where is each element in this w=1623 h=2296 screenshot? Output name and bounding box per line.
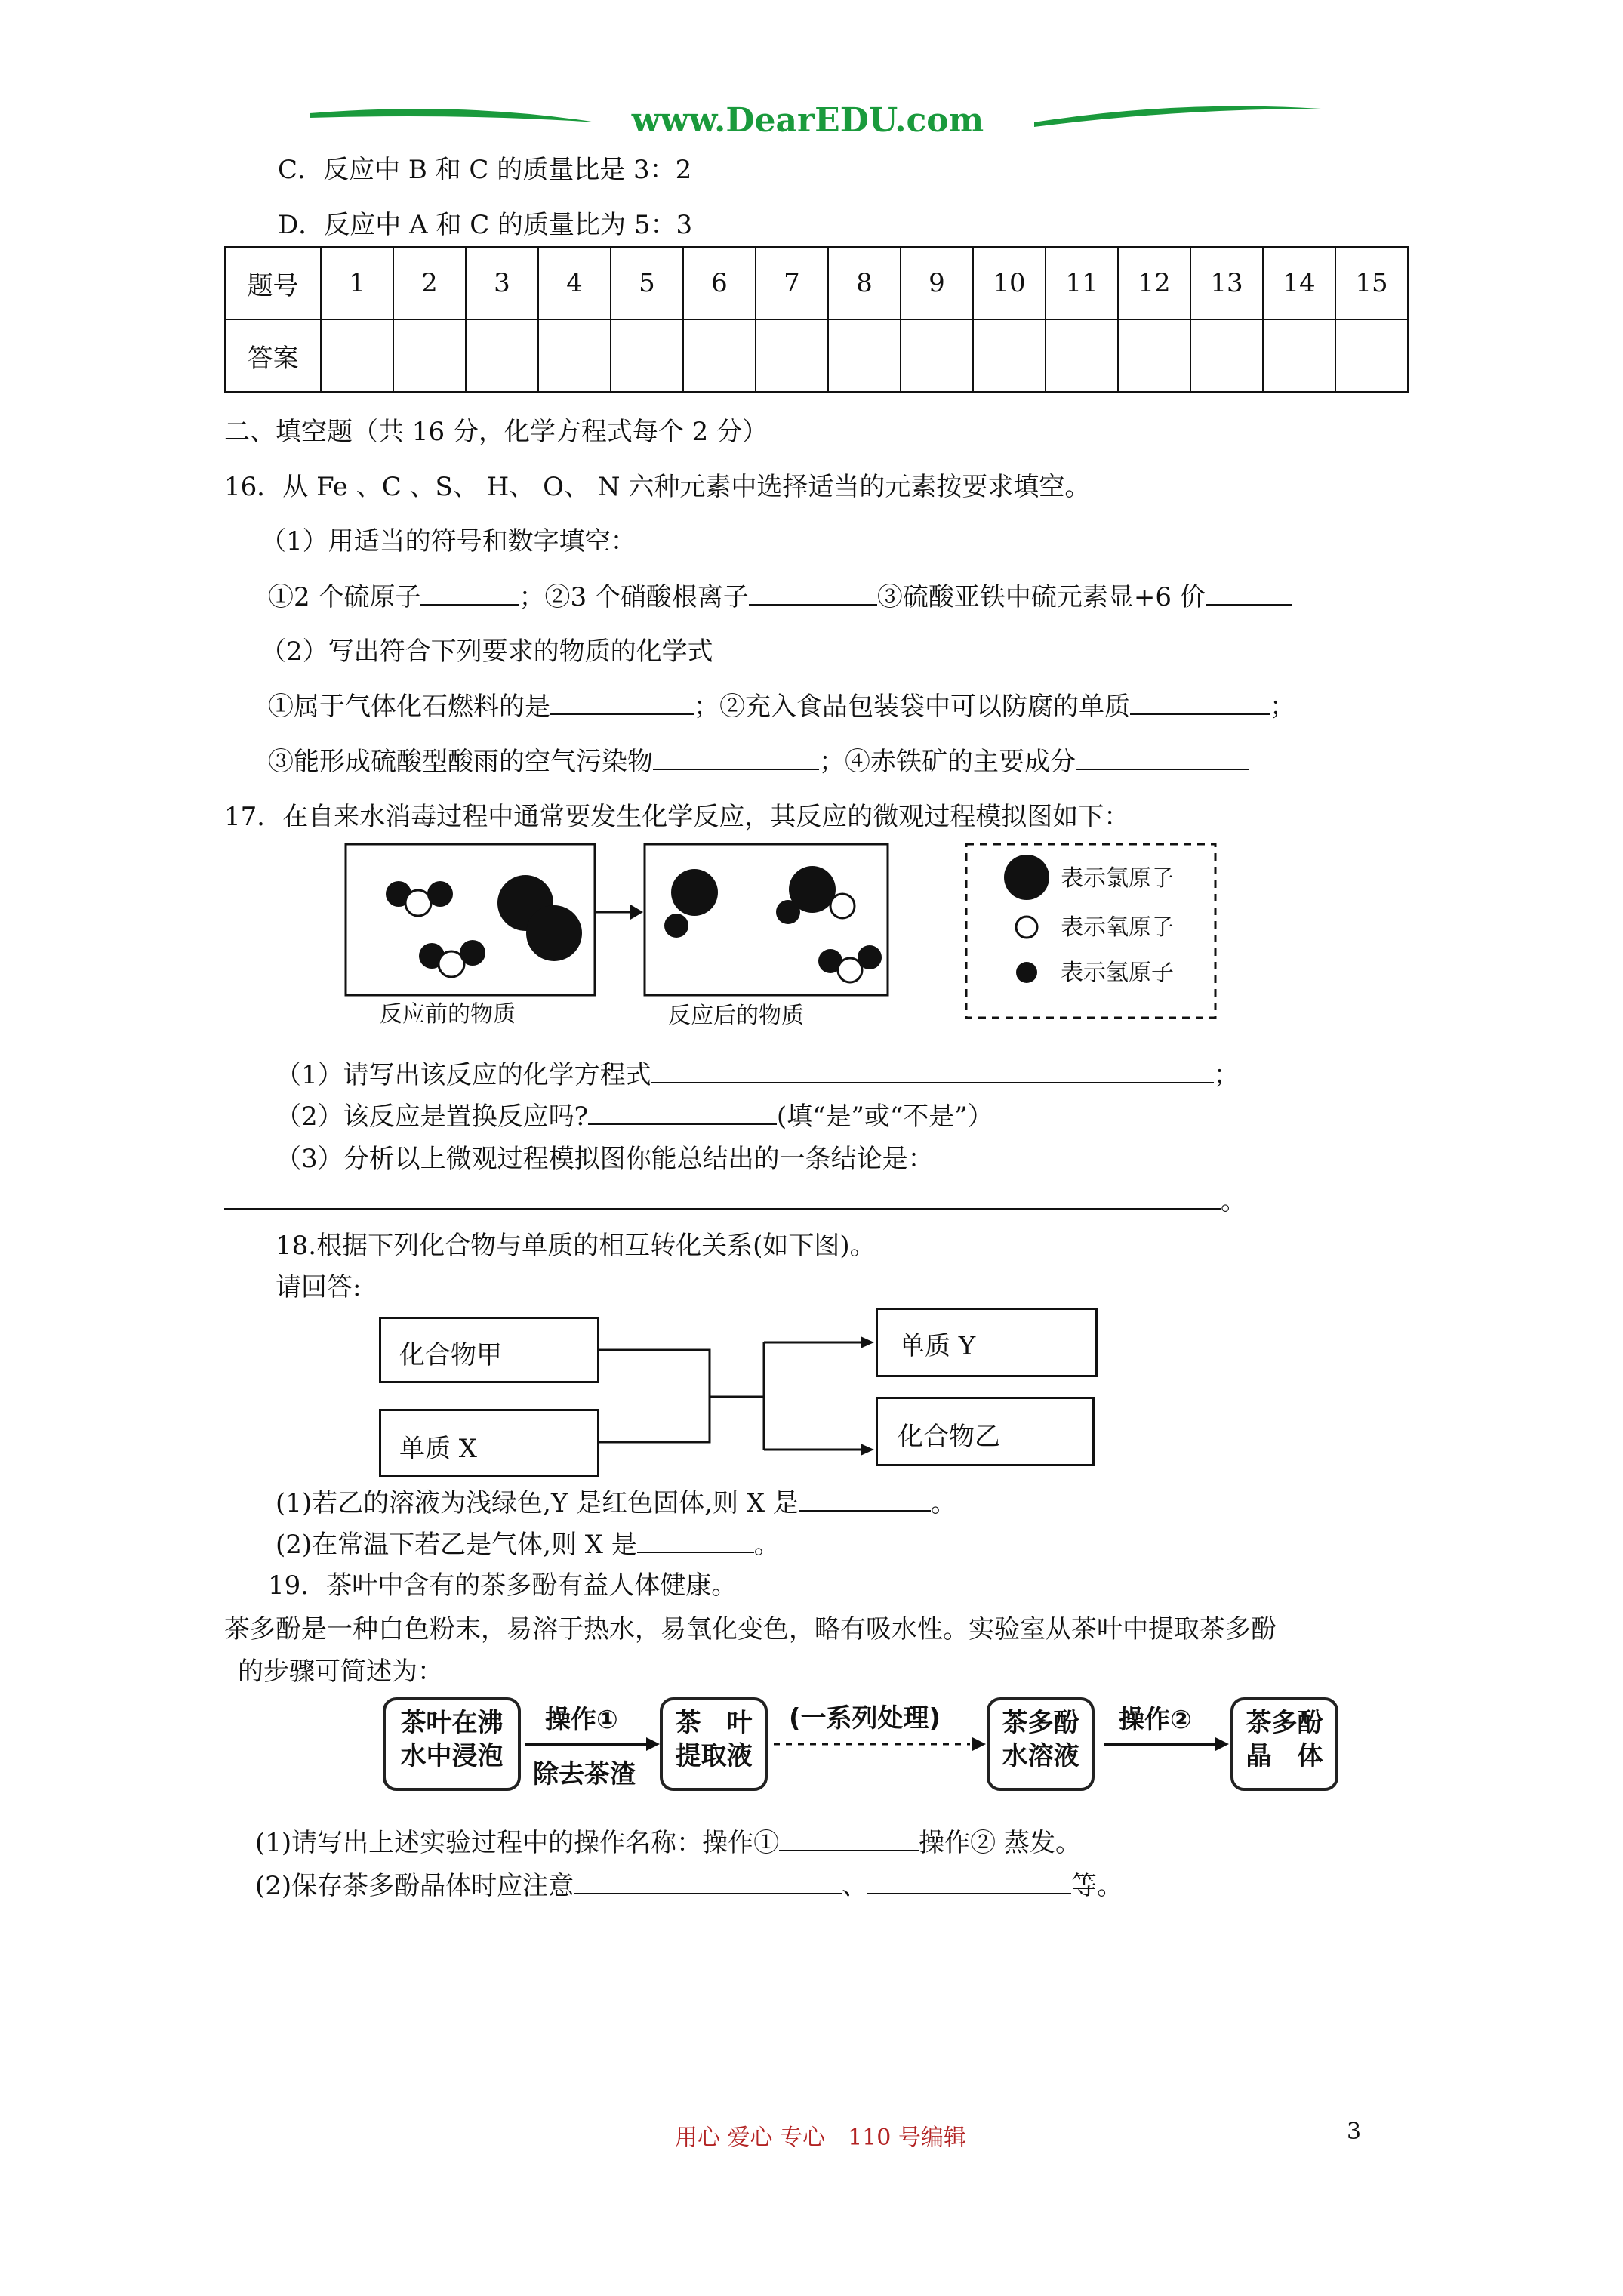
table-cell: 5 [611,247,683,319]
table-cell: 13 [1190,247,1263,319]
answer-cell[interactable] [1190,319,1263,392]
answer-blank[interactable] [550,691,694,715]
answer-cell[interactable] [1335,319,1408,392]
flow-mid: (一系列处理) [789,1703,941,1734]
oxygen-atom [405,890,431,916]
answer-blank[interactable] [224,1185,1221,1210]
table-cell: 7 [756,247,828,319]
box-compound-a: 化合物甲 [379,1317,599,1383]
table-cell: 4 [538,247,611,319]
option-c: C．反应中 B 和 C 的质量比是 3：2 [278,155,692,185]
q19-desc2: 的步骤可简述为： [238,1657,443,1687]
answer-blank[interactable] [867,1870,1071,1894]
answer-cell[interactable] [973,319,1046,392]
arrow-icon [861,1336,874,1348]
flow-step-solution: 茶多酚 水溶液 [987,1697,1095,1791]
oxygen-atom [830,894,855,918]
flow-step-soak: 茶叶在沸 水中浸泡 [383,1697,521,1791]
chlorine-atom [671,869,718,916]
answer-cell[interactable] [393,319,466,392]
answer-cell[interactable] [828,319,901,392]
flow-arrows [521,1729,1234,1759]
table-cell: 1 [321,247,393,319]
hydrogen-atom [460,940,485,966]
table-cell: 10 [973,247,1046,319]
legend-label: 表示氯原子 [1061,865,1174,892]
flow-op1-sub: 除去茶渣 [533,1759,636,1789]
after-label: 反应后的物质 [668,1003,804,1029]
answer-cell[interactable] [538,319,611,392]
table-cell: 8 [828,247,901,319]
answer-blank[interactable] [749,581,877,606]
q18-stem: 18.根据下列化合物与单质的相互转化关系(如下图)。 [276,1231,876,1261]
arrow-icon [972,1737,986,1751]
legend-oxygen-icon [1016,917,1037,938]
q18-sub2: (2)在常温下若乙是气体,则 X 是 。 [276,1530,780,1560]
hydrogen-atom [427,881,453,907]
flow-op2: 操作② [1119,1705,1192,1735]
conversion-lines [596,1329,883,1465]
table-cell: 9 [901,247,973,319]
answer-cell[interactable] [321,319,393,392]
option-d: D．反应中 A 和 C 的质量比为 5：3 [278,210,693,240]
answer-blank[interactable] [588,1101,777,1125]
q16-line3: ③能形成硫酸型酸雨的空气污染物 ；④赤铁矿的主要成分 [268,746,1249,777]
answer-cell[interactable] [611,319,683,392]
box-compound-b: 化合物乙 [876,1397,1095,1466]
q19-desc1: 茶多酚是一种白色粉末，易溶于热水，易氧化变色，略有吸水性。实验室从茶叶中提取茶多酚 [224,1614,1277,1644]
legend-chlorine-icon [1004,855,1049,900]
box-element-x: 单质 X [379,1409,599,1477]
q17-sub3-line: 。 [224,1185,1246,1216]
q17-sub2: （2）该反应是置换反应吗? (填“是”或“不是”） [276,1102,993,1132]
flow-step-extract: 茶 叶 提取液 [660,1697,768,1791]
q18-ask: 请回答: [276,1272,362,1302]
chlorine-atom [789,866,836,913]
answer-blank[interactable] [1206,581,1292,606]
legend-hydrogen-icon [1016,962,1037,983]
arrow-icon [630,905,643,920]
q16-part2: （2）写出符合下列要求的物质的化学式 [260,636,713,667]
table-cell: 12 [1118,247,1190,319]
q16-line1: ①2 个硫原子 ；②3 个硝酸根离子 ③硫酸亚铁中硫元素显+6 价 [268,581,1292,612]
table-cell: 3 [466,247,538,319]
q16-part1: （1）用适当的符号和数字填空： [260,526,636,556]
row-label: 题号 [225,247,321,319]
legend-label: 表示氢原子 [1061,960,1174,986]
answer-cell[interactable] [466,319,538,392]
arrow-icon [861,1444,874,1456]
legend-label: 表示氧原子 [1061,914,1174,941]
answer-blank[interactable] [1130,691,1270,715]
page-number: 3 [1347,2119,1362,2145]
flow-op1: 操作① [545,1705,618,1735]
answer-cell[interactable] [1118,319,1190,392]
q17-stem: 17．在自来水消毒过程中通常要发生化学反应，其反应的微观过程模拟图如下： [224,802,1130,832]
answer-cell[interactable] [683,319,756,392]
arrow-icon [646,1737,660,1751]
table-cell: 2 [393,247,466,319]
answer-blank[interactable] [799,1487,931,1512]
q17-sub3: （3）分析以上微观过程模拟图你能总结出的一条结论是： [276,1144,934,1174]
q18-sub1: (1)若乙的溶液为浅绿色,Y 是红色固体,则 X 是 。 [276,1488,956,1518]
answer-cell[interactable] [1263,319,1335,392]
answer-cell[interactable] [901,319,973,392]
flow-step-crystal: 茶多酚 晶 体 [1230,1697,1338,1791]
chlorine-atom [526,905,582,961]
answer-cell[interactable] [756,319,828,392]
header-banner [310,97,1321,149]
answer-blank[interactable] [574,1870,842,1894]
q19-stem: 19．茶叶中含有的茶多酚有益人体健康。 [268,1570,738,1601]
row-label: 答案 [225,319,321,392]
table-cell: 14 [1263,247,1335,319]
q19-sub2: (2)保存茶多酚晶体时应注意 、 等。 [255,1871,1123,1901]
table-row [225,319,1408,392]
answer-blank[interactable] [653,746,819,770]
answer-blank[interactable] [637,1529,754,1553]
q17-sub1: （1）请写出该反应的化学方程式 ； [276,1060,1240,1090]
table-cell: 15 [1335,247,1408,319]
q16-line2: ①属于气体化石燃料的是 ；②充入食品包装袋中可以防腐的单质 ； [268,692,1295,722]
answer-blank[interactable] [779,1827,919,1851]
hydrogen-atom [664,914,688,938]
q19-sub1: (1)请写出上述实验过程中的操作名称：操作① 操作② 蒸发。 [255,1828,1081,1858]
site-logo-text: www.DearEDU.com [631,101,984,140]
table-cell: 11 [1046,247,1118,319]
answer-blank[interactable] [1076,746,1249,770]
section-title: 二、填空题（共 16 分，化学方程式每个 2 分） [224,417,768,447]
answer-blank[interactable] [420,581,519,606]
table-cell: 6 [683,247,756,319]
box-element-y: 单质 Y [876,1308,1098,1377]
table-row [225,247,1408,319]
q16-stem: 16．从 Fe 、C 、S、 H、 O、 N 六种元素中选择适当的元素按要求填空。 [224,472,1091,502]
hydrogen-atom [858,945,882,969]
footer-text: 用心 爱心 专心 110 号编辑 [675,2125,966,2151]
answer-cell[interactable] [1046,319,1118,392]
answer-blank[interactable] [651,1059,1214,1083]
before-label: 反应前的物质 [380,1001,516,1028]
answer-table [224,246,1409,393]
arrow-icon [1215,1737,1229,1751]
